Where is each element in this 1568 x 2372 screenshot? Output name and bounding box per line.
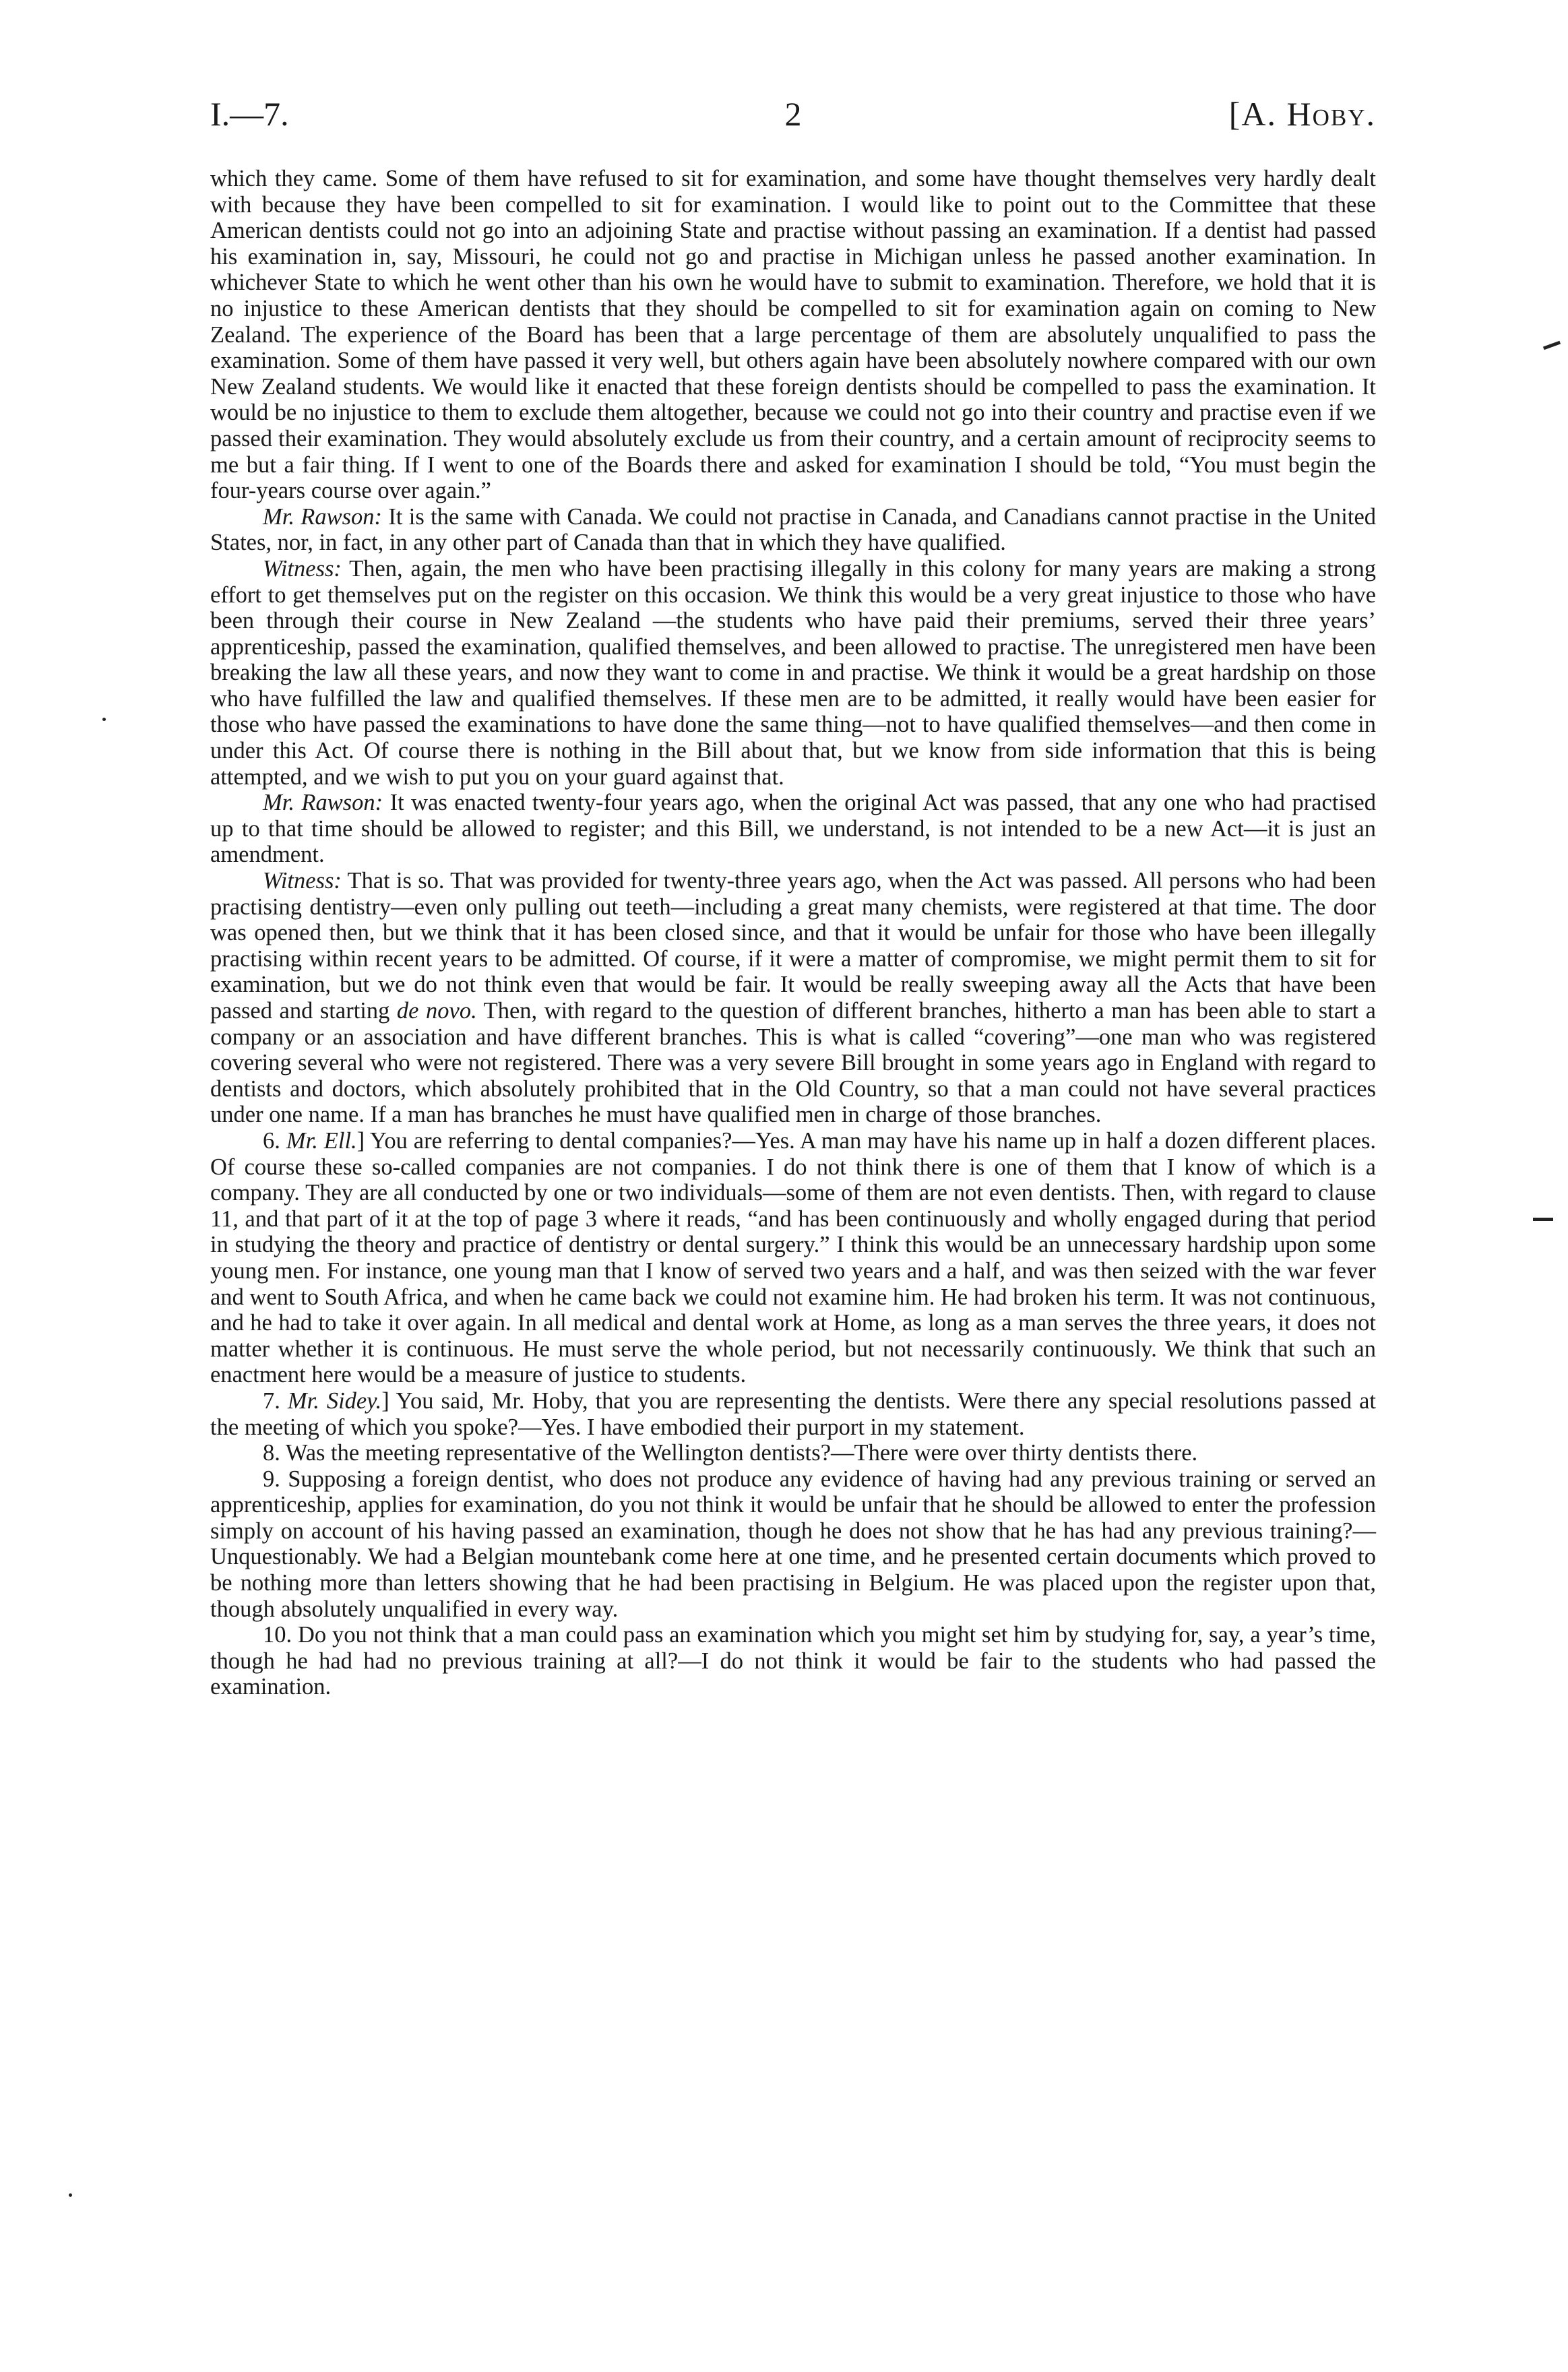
speaker-label: Witness: bbox=[263, 555, 342, 582]
question-7: 7. Mr. Sidey.] You said, Mr. Hoby, that you are representing the dentists. Were there any special resolutions passed at the meeting of which you spoke?—Yes. I have embodied their purport in my statement. bbox=[210, 1387, 1376, 1440]
question-8: 8. Was the meeting representative of the Wellington dentists?—There were over thirty dentists there. bbox=[263, 1440, 1198, 1466]
paragraph-witness-illegal-practice: Witness: Then, again, the men who have been practising illegally in this colony for many years are making a strong effort to get themselves put on the register on this occasion. We think this would be a very great injustice to those who have been through their course in New Zealand —the students who have paid their premiums, served their three years’ apprenticeship, passed the examination, qualified themselves, and been allowed to practise. The unregistered men have been breaking the law all these years, and now they want to come in and practise. We think it would be a great hardship on those who have fulfilled the law and qualified themselves. If these men are to be admitted, it really would have been easier for those who have passed the examinations to have done the same thing—not to have qualified themselves—and then come in under this Act. Of course there is nothing in the Bill about that, but we know from side information that this is being attempted, and we wish to put you on your guard against that. bbox=[210, 555, 1376, 790]
paragraph-continuation: which they came. Some of them have refused to sit for examination, and some have thought themselves very hardly dealt with because they have been compelled to sit for examination. I would like to point out to the Committee that these American dentists could not go into an adjoining State and practise without passing an examination. If a dentist had passed his examination in, say, Missouri, he could not go and practise in Michigan unless he passed another examination. In whichever State to which he went other than his own he would have to submit to examination. Therefore, we hold that it is no injustice to these American dentists that they should be compelled to sit for examination again on coming to New Zealand. The experience of the Board has been that a large percentage of them are absolutely unqualified to pass the examination. Some of them have passed it very well, but others again have been absolutely nowhere compared with our own New Zealand students. We would like it enacted that these foreign dentists should be compelled to pass the examination. It would be no injustice to them to exclude them altogether, because we could not go into their country and practise even if we passed their examination. They would absolutely exclude us from their country, and a certain amount of reciprocity seems to me but a fair thing. If I went to one of the Boards there and asked for examination I should be told, “You must begin the four-years course over again.” bbox=[210, 166, 1376, 504]
margin-mark-right-top bbox=[1543, 341, 1561, 350]
page-number: 2 bbox=[784, 95, 802, 133]
speaker-label: Witness: bbox=[263, 868, 342, 894]
witness-name: [A. Hoby. bbox=[1228, 95, 1376, 133]
question-9: 9. Supposing a foreign dentist, who does not produce any evidence of having had any previous training or served an apprenticeship, applies for examination, do you not think it would be unfair that he should be allowed to enter the profession simply on account of his having passed an examination, though he does not show that he has had any previous training?—Unquestionably. We had a Belgian mountebank come here at one time, and he presented certain documents which proved to be nothing more than letters showing that he had been practising in Belgium. He was placed upon the register upon that, though absolutely unqualified in every way. bbox=[210, 1466, 1376, 1622]
testimony-body bbox=[210, 166, 1376, 1700]
paper-reference: I.—7. bbox=[210, 95, 289, 133]
margin-mark-left-bottom bbox=[69, 2193, 72, 2197]
paragraph-rawson-canada: Mr. Rawson: It is the same with Canada. We could not practise in Canada, and Canadians cannot practise in the United States, nor, in fact, in any other part of Canada than that in which they have qualified. bbox=[210, 503, 1377, 556]
page-header bbox=[210, 94, 1376, 142]
speaker-label: Mr. Sidey. bbox=[287, 1387, 382, 1414]
speaker-label: Mr. Ell. bbox=[286, 1127, 357, 1154]
margin-mark-right-mid bbox=[1533, 1218, 1553, 1221]
speaker-label: Mr. Rawson: bbox=[263, 503, 383, 530]
question-6: 6. Mr. Ell.] You are referring to dental companies?—Yes. A man may have his name up in half a dozen different places. Of course these so-called companies are not companies. I do not think there is one of them that I know of which is a company. They are all conducted by one or two individuals—some of them are not even dentists. Then, with regard to clause 11, and that part of it at the top of page 3 where it reads, “and has been continuously and wholly engaged during that period in studying the theory and practice of dentistry or dental surgery.” I think this would be an unnecessary hardship upon some young men. For instance, one young man that I know of served two years and a half, and was then seized with the war fever and went to South Africa, and when he came back we could not examine him. He had broken his term. It was not continuous, and he had to take it over again. In all medical and dental work at Home, as long as a man serves the three years, it does not matter whether it is continuous. He must serve the whole period, but not necessarily continuously. We think that such an enactment here would be a measure of justice to students. bbox=[210, 1127, 1376, 1388]
margin-mark-left-dot bbox=[102, 718, 106, 721]
question-10: 10. Do you not think that a man could pass an examination which you might set him by studying for, say, a year’s time, though he had had no previous training at all?—I do not think it would be fair to the students who had passed the examination. bbox=[210, 1622, 1377, 1700]
latin-phrase: de novo. bbox=[396, 998, 477, 1024]
paragraph-rawson-enacted: Mr. Rawson: It was enacted twenty-four years ago, when the original Act was passed, that any one who had practised up to that time should be allowed to register; and this Bill, we understand, is not intended to be a new Act—it is just an amendment. bbox=[210, 790, 1376, 868]
speaker-label: Mr. Rawson: bbox=[263, 790, 383, 816]
paragraph-witness-branches: Witness: That is so. That was provided for twenty-three years ago, when the Act was passed. All persons who had been practising dentistry—even only pulling out teeth—including a great many chemists, were registered at that time. The door was opened then, but we think that it has been closed since, and that it would be unfair for those who have been illegally practising within recent years to be admitted. Of course, if it were a matter of compromise, we might permit them to sit for examination, but we do not think even that would be fair. It would be really sweeping away all the Acts that have been passed and starting de novo. Then, with regard to the question of different branches, hitherto a man has been able to start a company or an association and have different branches. This is what is called “covering”—one man who was registered covering several who were not registered. There was a very severe Bill brought in some years ago in England with regard to dentists and doctors, which absolutely prohibited that in the Old Country, so that a man could not have several practices under one name. If a man has branches he must have qualified men in charge of those branches. bbox=[210, 868, 1376, 1128]
